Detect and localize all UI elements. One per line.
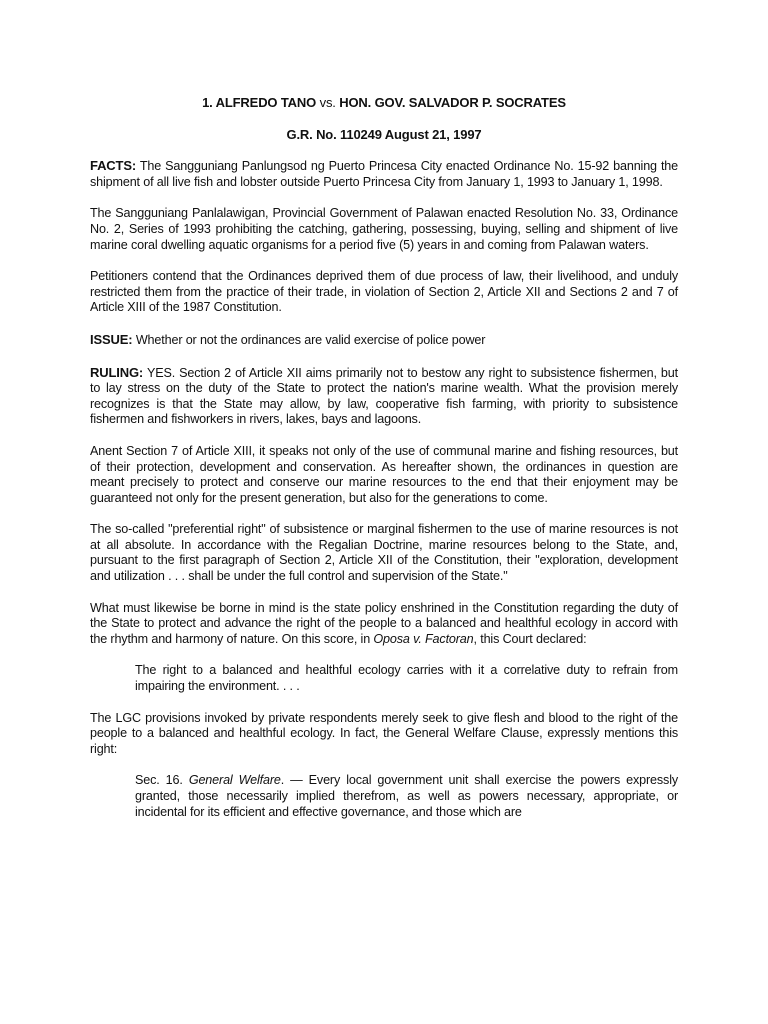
block-quote-ecology: The right to a balanced and healthful ecology carries with it a correlative duty to refrain from impairing the environment. . . . xyxy=(135,663,678,694)
state-policy-text: What must likewise be borne in mind is the state policy enshrined in the Constitution regarding the duty of the State to protect and advance the right of the people to a balanced and healthful ecology in accord with the rhythm and harmony of nature. On this score, in xyxy=(90,600,678,646)
ruling-label: RULING: xyxy=(90,364,144,380)
state-policy-paragraph xyxy=(90,601,678,648)
block-quote-general-welfare xyxy=(135,773,678,820)
case-title-respondent: HON. GOV. SALVADOR P. SOCRATES xyxy=(339,95,566,110)
issue-label: ISSUE: xyxy=(90,331,133,347)
section-number: Sec. 16. xyxy=(135,773,189,788)
issue-paragraph xyxy=(90,332,678,349)
facts-paragraph xyxy=(90,158,678,190)
preferential-right-paragraph: The so-called "preferential right" of subsistence or marginal fishermen to the use of marine resources is not at all absolute. In accordance with the Regalian Doctrine, marine resources belong to the State, and, pursuant to the first paragraph of Section 2, Article XII of the Constitution, their "exploration, development and utilization . . . shall be under the full control and supervision of the State." xyxy=(90,522,678,584)
section-heading: General Welfare xyxy=(188,773,281,788)
facts-text: The Sangguniang Panlungsod ng Puerto Princesa City enacted Ordinance No. 15-92 banning the shipment of all live fish and lobster outside Puerto Princesa City from January 1, 1993 to January 1, 1998. xyxy=(90,159,678,189)
case-citation: Oposa v. Factoran xyxy=(373,631,474,646)
resolution-paragraph: The Sangguniang Panlalawigan, Provincial Government of Palawan enacted Resolution No. 33, Ordinance No. 2, Series of 1993 prohibiting the catching, gathering, possessing, buying, selling and shipment of live marine coral dwelling aquatic organisms for a period five (5) years in and coming from Palawan waters. xyxy=(90,206,678,252)
anent-paragraph: Anent Section 7 of Article XIII, it speaks not only of the use of communal marine and fishing resources, but of their protection, development and conservation. As hereafter shown, the ordinances in question are meant precisely to protect and conserve our marine resources to the end that their enjoyment may be guaranteed not only for the present generation, but also for the generations to come. xyxy=(90,443,678,505)
case-title-vs: vs. xyxy=(319,95,336,110)
issue-text: Whether or not the ordinances are valid exercise of police power xyxy=(135,332,486,347)
state-policy-text-end: , this Court declared: xyxy=(473,631,587,646)
gr-number-date: G.R. No. 110249 August 21, 1997 xyxy=(286,126,482,142)
facts-label: FACTS: xyxy=(90,158,137,174)
lgc-paragraph: The LGC provisions invoked by private respondents merely seek to give flesh and blood to the right of the people to a balanced and healthful ecology. In fact, the General Welfare Clause, expressly mentions this right: xyxy=(90,710,678,756)
case-title-petitioner: 1. ALFREDO TANO xyxy=(202,95,317,110)
section-text: . — Every local government unit shall exercise the powers expressly granted, those necessarily implied therefrom, as well as powers necessary, appropriate, or incidental for its efficient and effective governance, and those which are xyxy=(135,773,678,819)
ruling-text: YES. Section 2 of Article XII aims primarily not to bestow any right to subsistence fishermen, but to lay stress on the duty of the State to protect the nation's marine wealth. What the provision merely recognizes is that the State may allow, by law, cooperative fish farming, with priority to subsistence fishermen and fishworkers in rivers, lakes, bays and lagoons. xyxy=(90,365,678,427)
ruling-paragraph xyxy=(90,365,678,428)
petitioners-paragraph: Petitioners contend that the Ordinances deprived them of due process of law, their livelihood, and unduly restricted them from the practice of their trade, in violation of Section 2, Article XII and Sections 2 and 7 of Article XIII of the 1987 Constitution. xyxy=(90,269,678,315)
case-title xyxy=(90,95,678,111)
